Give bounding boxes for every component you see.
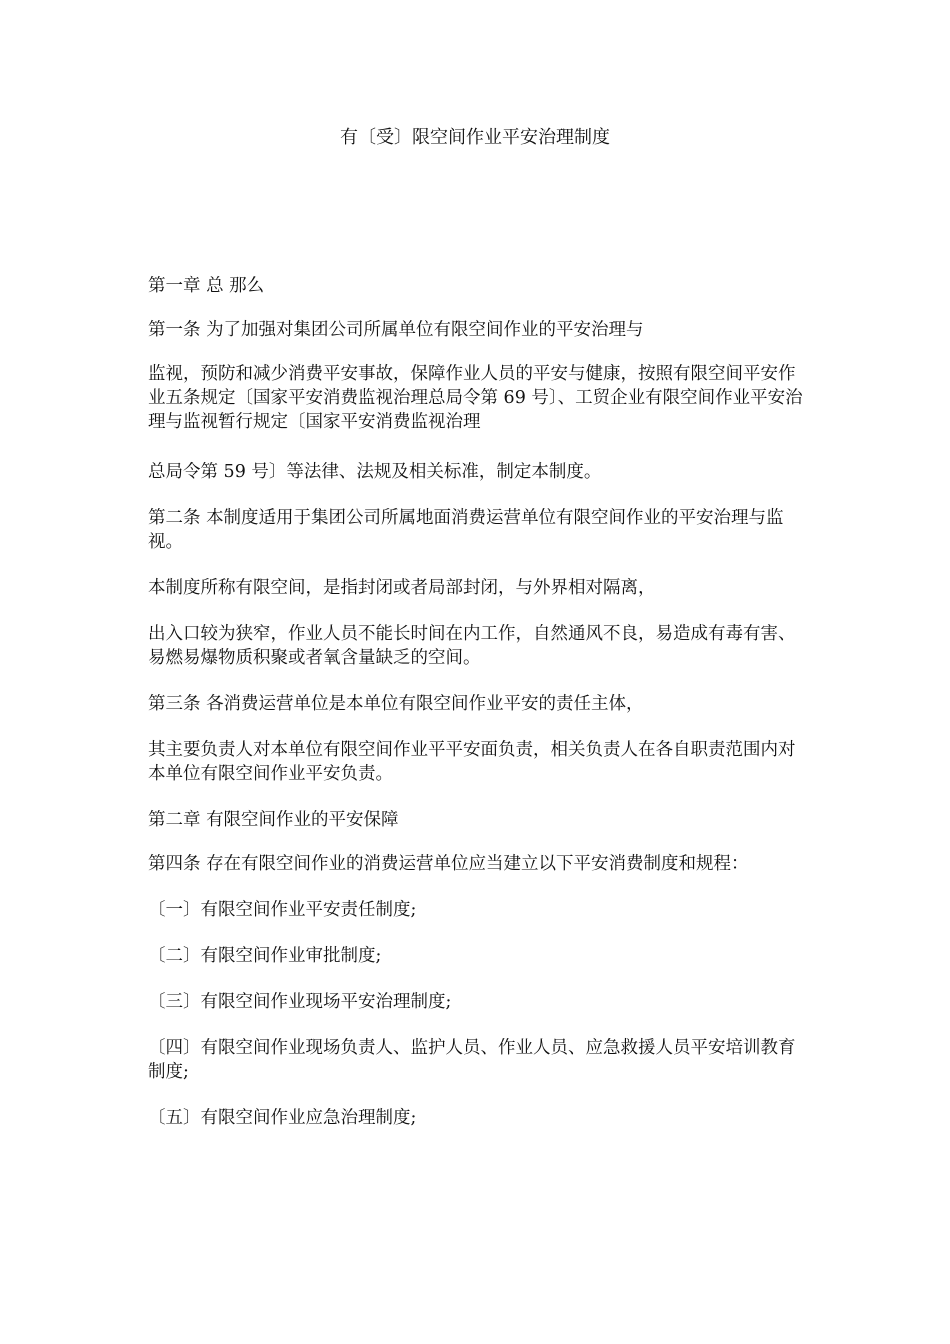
article-paragraph: 监视，预防和减少消费平安事故，保障作业人员的平安与健康，按照有限空间平安作业五条规定〔国家平安消费监视治理总局令第 69 号〕、工贸企业有限空间作业平安治理与监视暂行规定〔国家平安消费监视治理 <box>148 364 803 432</box>
article-paragraph: 本制度所称有限空间，是指封闭或者局部封闭，与外界相对隔离， <box>148 578 656 598</box>
article-paragraph: 第二条 本制度适用于集团公司所属地面消费运营单位有限空间作业的平安治理与监视。 <box>148 508 784 552</box>
chapter-heading: 第二章 有限空间作业的平安保障 <box>148 810 399 830</box>
article-paragraph: 总局令第 59 号〕等法律、法规及相关标准，制定本制度。 <box>148 462 602 482</box>
document-body <box>148 274 808 1152</box>
document-title: 有〔受〕限空间作业平安治理制度 <box>340 127 610 148</box>
list-item: 〔四〕有限空间作业现场负责人、监护人员、作业人员、应急救援人员平安培训教育制度; <box>148 1038 796 1082</box>
list-item: 〔一〕有限空间作业平安责任制度; <box>148 900 417 920</box>
article-paragraph: 第三条 各消费运营单位是本单位有限空间作业平安的责任主体， <box>148 694 644 714</box>
article-paragraph: 出入口较为狭窄，作业人员不能长时间在内工作，自然通风不良，易造成有毒有害、易燃易爆物质积聚或者氧含量缺乏的空间。 <box>148 624 796 668</box>
list-item: 〔二〕有限空间作业审批制度; <box>148 946 382 966</box>
article-paragraph: 第四条 存在有限空间作业的消费运营单位应当建立以下平安消费制度和规程： <box>148 854 749 874</box>
article-paragraph: 第一条 为了加强对集团公司所属单位有限空间作业的平安治理与 <box>148 320 644 340</box>
chapter-heading: 第一章 总 那么 <box>148 276 265 296</box>
list-item: 〔五〕有限空间作业应急治理制度; <box>148 1108 417 1128</box>
article-paragraph: 其主要负责人对本单位有限空间作业平平安面负责，相关负责人在各自职责范围内对本单位有限空间作业平安负责。 <box>148 740 796 784</box>
list-item: 〔三〕有限空间作业现场平安治理制度; <box>148 992 452 1012</box>
